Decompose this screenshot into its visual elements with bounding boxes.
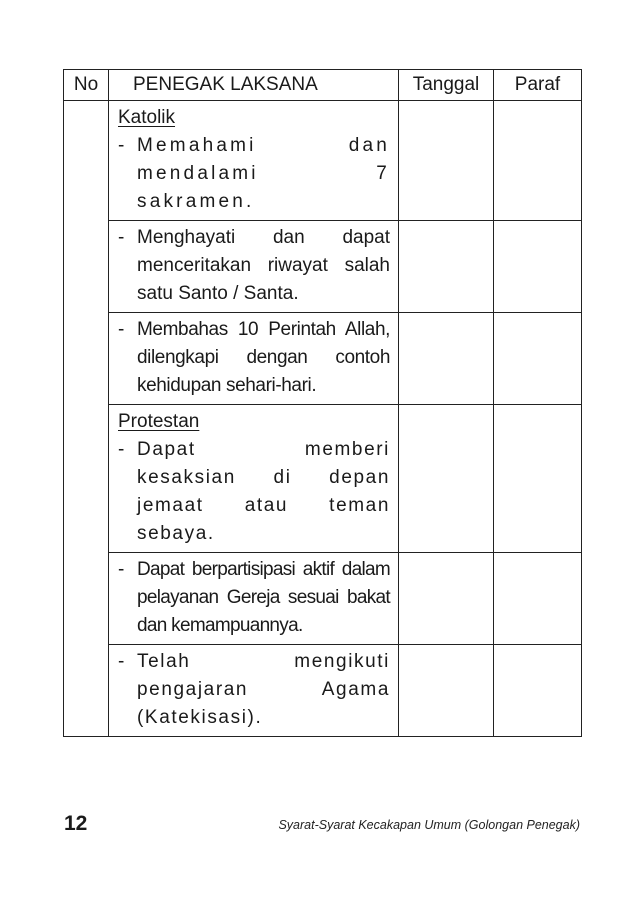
section-heading-protestan: Protestan bbox=[118, 411, 200, 432]
number-cell bbox=[64, 313, 109, 405]
requirement-item bbox=[118, 132, 390, 216]
header-requirement: PENEGAK LAKSANA bbox=[109, 70, 399, 101]
requirement-text: Telah mengikuti pengajaran Agama (Katekisasi). bbox=[137, 651, 390, 728]
table-header-row bbox=[64, 70, 582, 101]
requirement-text: Menghayati dan dapat menceritakan riwayat salah satu Santo / Santa. bbox=[137, 227, 390, 304]
header-no: No bbox=[64, 70, 109, 101]
number-cell bbox=[64, 553, 109, 645]
requirement-item bbox=[118, 556, 390, 640]
date-cell[interactable] bbox=[399, 221, 494, 313]
date-cell[interactable] bbox=[399, 553, 494, 645]
dash-marker: - bbox=[118, 135, 125, 156]
requirement-text: Memahami dan mendalami 7 sakramen. bbox=[137, 135, 390, 212]
requirement-cell bbox=[109, 221, 399, 313]
number-cell bbox=[64, 405, 109, 553]
table-row bbox=[64, 645, 582, 737]
signature-cell[interactable] bbox=[494, 313, 582, 405]
dash-marker: - bbox=[118, 559, 125, 580]
table-row bbox=[64, 313, 582, 405]
date-cell[interactable] bbox=[399, 313, 494, 405]
signature-cell[interactable] bbox=[494, 553, 582, 645]
signature-cell[interactable] bbox=[494, 405, 582, 553]
number-cell bbox=[64, 221, 109, 313]
table-row bbox=[64, 553, 582, 645]
requirement-text: Dapat memberi kesaksian di depan jemaat atau teman sebaya. bbox=[137, 439, 390, 544]
requirement-cell bbox=[109, 405, 399, 553]
dash-marker: - bbox=[118, 227, 125, 248]
signature-cell[interactable] bbox=[494, 645, 582, 737]
number-cell bbox=[64, 645, 109, 737]
date-cell[interactable] bbox=[399, 645, 494, 737]
requirements-table bbox=[63, 69, 582, 737]
requirement-cell bbox=[109, 645, 399, 737]
book-title: Syarat-Syarat Kecakapan Umum (Golongan Penegak) bbox=[278, 818, 580, 832]
dash-marker: - bbox=[118, 319, 125, 340]
requirement-item bbox=[118, 316, 390, 400]
requirement-text: Membahas 10 Perintah Allah, dilengkapi dengan contoh kehidupan sehari-hari. bbox=[137, 319, 390, 396]
requirement-cell bbox=[109, 101, 399, 221]
table-row bbox=[64, 221, 582, 313]
section-heading-katolik: Katolik bbox=[118, 107, 176, 128]
page-number: 12 bbox=[64, 812, 88, 835]
dash-marker: - bbox=[118, 651, 125, 672]
requirement-item bbox=[118, 224, 390, 308]
requirement-cell bbox=[109, 313, 399, 405]
number-cell bbox=[64, 101, 109, 221]
requirement-text: Dapat berpartisipasi aktif dalam pelayanan Gereja sesuai bakat dan kemampuannya. bbox=[137, 559, 390, 636]
dash-marker: - bbox=[118, 439, 125, 460]
table-row bbox=[64, 101, 582, 221]
requirement-item bbox=[118, 648, 390, 732]
header-date: Tanggal bbox=[399, 70, 494, 101]
table-row bbox=[64, 405, 582, 553]
signature-cell[interactable] bbox=[494, 221, 582, 313]
date-cell[interactable] bbox=[399, 101, 494, 221]
requirement-cell bbox=[109, 553, 399, 645]
date-cell[interactable] bbox=[399, 405, 494, 553]
header-signature: Paraf bbox=[494, 70, 582, 101]
requirement-item bbox=[118, 436, 390, 548]
signature-cell[interactable] bbox=[494, 101, 582, 221]
